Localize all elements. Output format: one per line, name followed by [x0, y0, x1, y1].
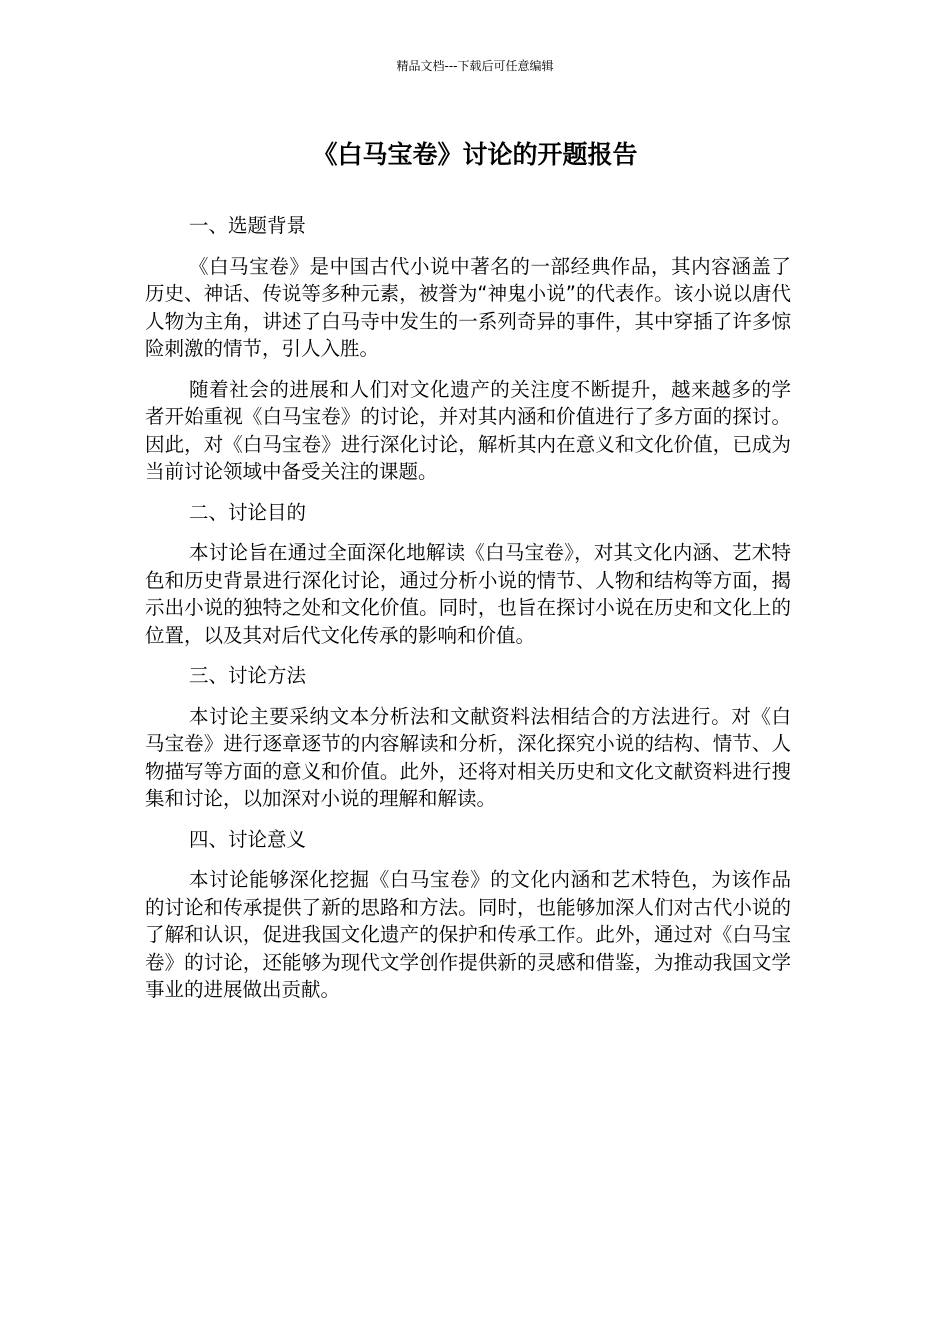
section-method — [145, 662, 791, 813]
section-purpose — [145, 499, 791, 650]
paragraph: 本讨论能够深化挖掘《白马宝卷》的文化内涵和艺术特色，为该作品的讨论和传承提供了新的思路和方法。同时，也能够加深人们对古代小说的了解和认识，促进我国文化遗产的保护和传承工作。此外，通过对《白马宝卷》的讨论，还能够为现代文学创作提供新的灵感和借鉴，为推动我国文学事业的进展做出贡献。 — [145, 868, 791, 1001]
paragraph: 本讨论旨在通过全面深化地解读《白马宝卷》，对其文化内涵、艺术特色和历史背景进行深化讨论，通过分析小说的情节、人物和结构等方面，揭示出小说的独特之处和文化价值。同时，也旨在探讨小说在历史和文化上的位置，以及其对后代文化传承的影响和价值。 — [145, 541, 791, 647]
section-significance — [145, 826, 791, 1004]
paragraph: 本讨论主要采纳文本分析法和文献资料法相结合的方法进行。对《白马宝卷》进行逐章逐节的内容解读和分析，深化探究小说的结构、情节、人物描写等方面的意义和价值。此外，还将对相关历史和文化文献资料进行搜集和讨论，以加深对小说的理解和解读。 — [145, 704, 791, 810]
section-background — [145, 212, 791, 486]
page-header: 精品文档---下载后可任意编辑 — [396, 59, 554, 73]
paragraph: 《白马宝卷》是中国古代小说中著名的一部经典作品，其内容涵盖了历史、神话、传说等多种元素，被誉为“神鬼小说”的代表作。该小说以唐代人物为主角，讲述了白马寺中发生的一系列奇异的事件，其中穿插了许多惊险刺激的情节，引人入胜。 — [145, 254, 791, 360]
paragraph: 随着社会的进展和人们对文化遗产的关注度不断提升，越来越多的学者开始重视《白马宝卷》的讨论，并对其内涵和价值进行了多方面的探讨。因此，对《白马宝卷》进行深化讨论，解析其内在意义和文化价值，已成为当前讨论领域中备受关注的课题。 — [145, 377, 791, 483]
section-heading: 一、选题背景 — [189, 214, 307, 237]
document-title: 《白马宝卷》讨论的开题报告 — [312, 140, 638, 169]
section-heading: 三、讨论方法 — [189, 664, 307, 687]
document-body — [145, 212, 791, 1017]
section-heading: 二、讨论目的 — [189, 500, 307, 524]
section-heading: 四、讨论意义 — [189, 827, 307, 851]
